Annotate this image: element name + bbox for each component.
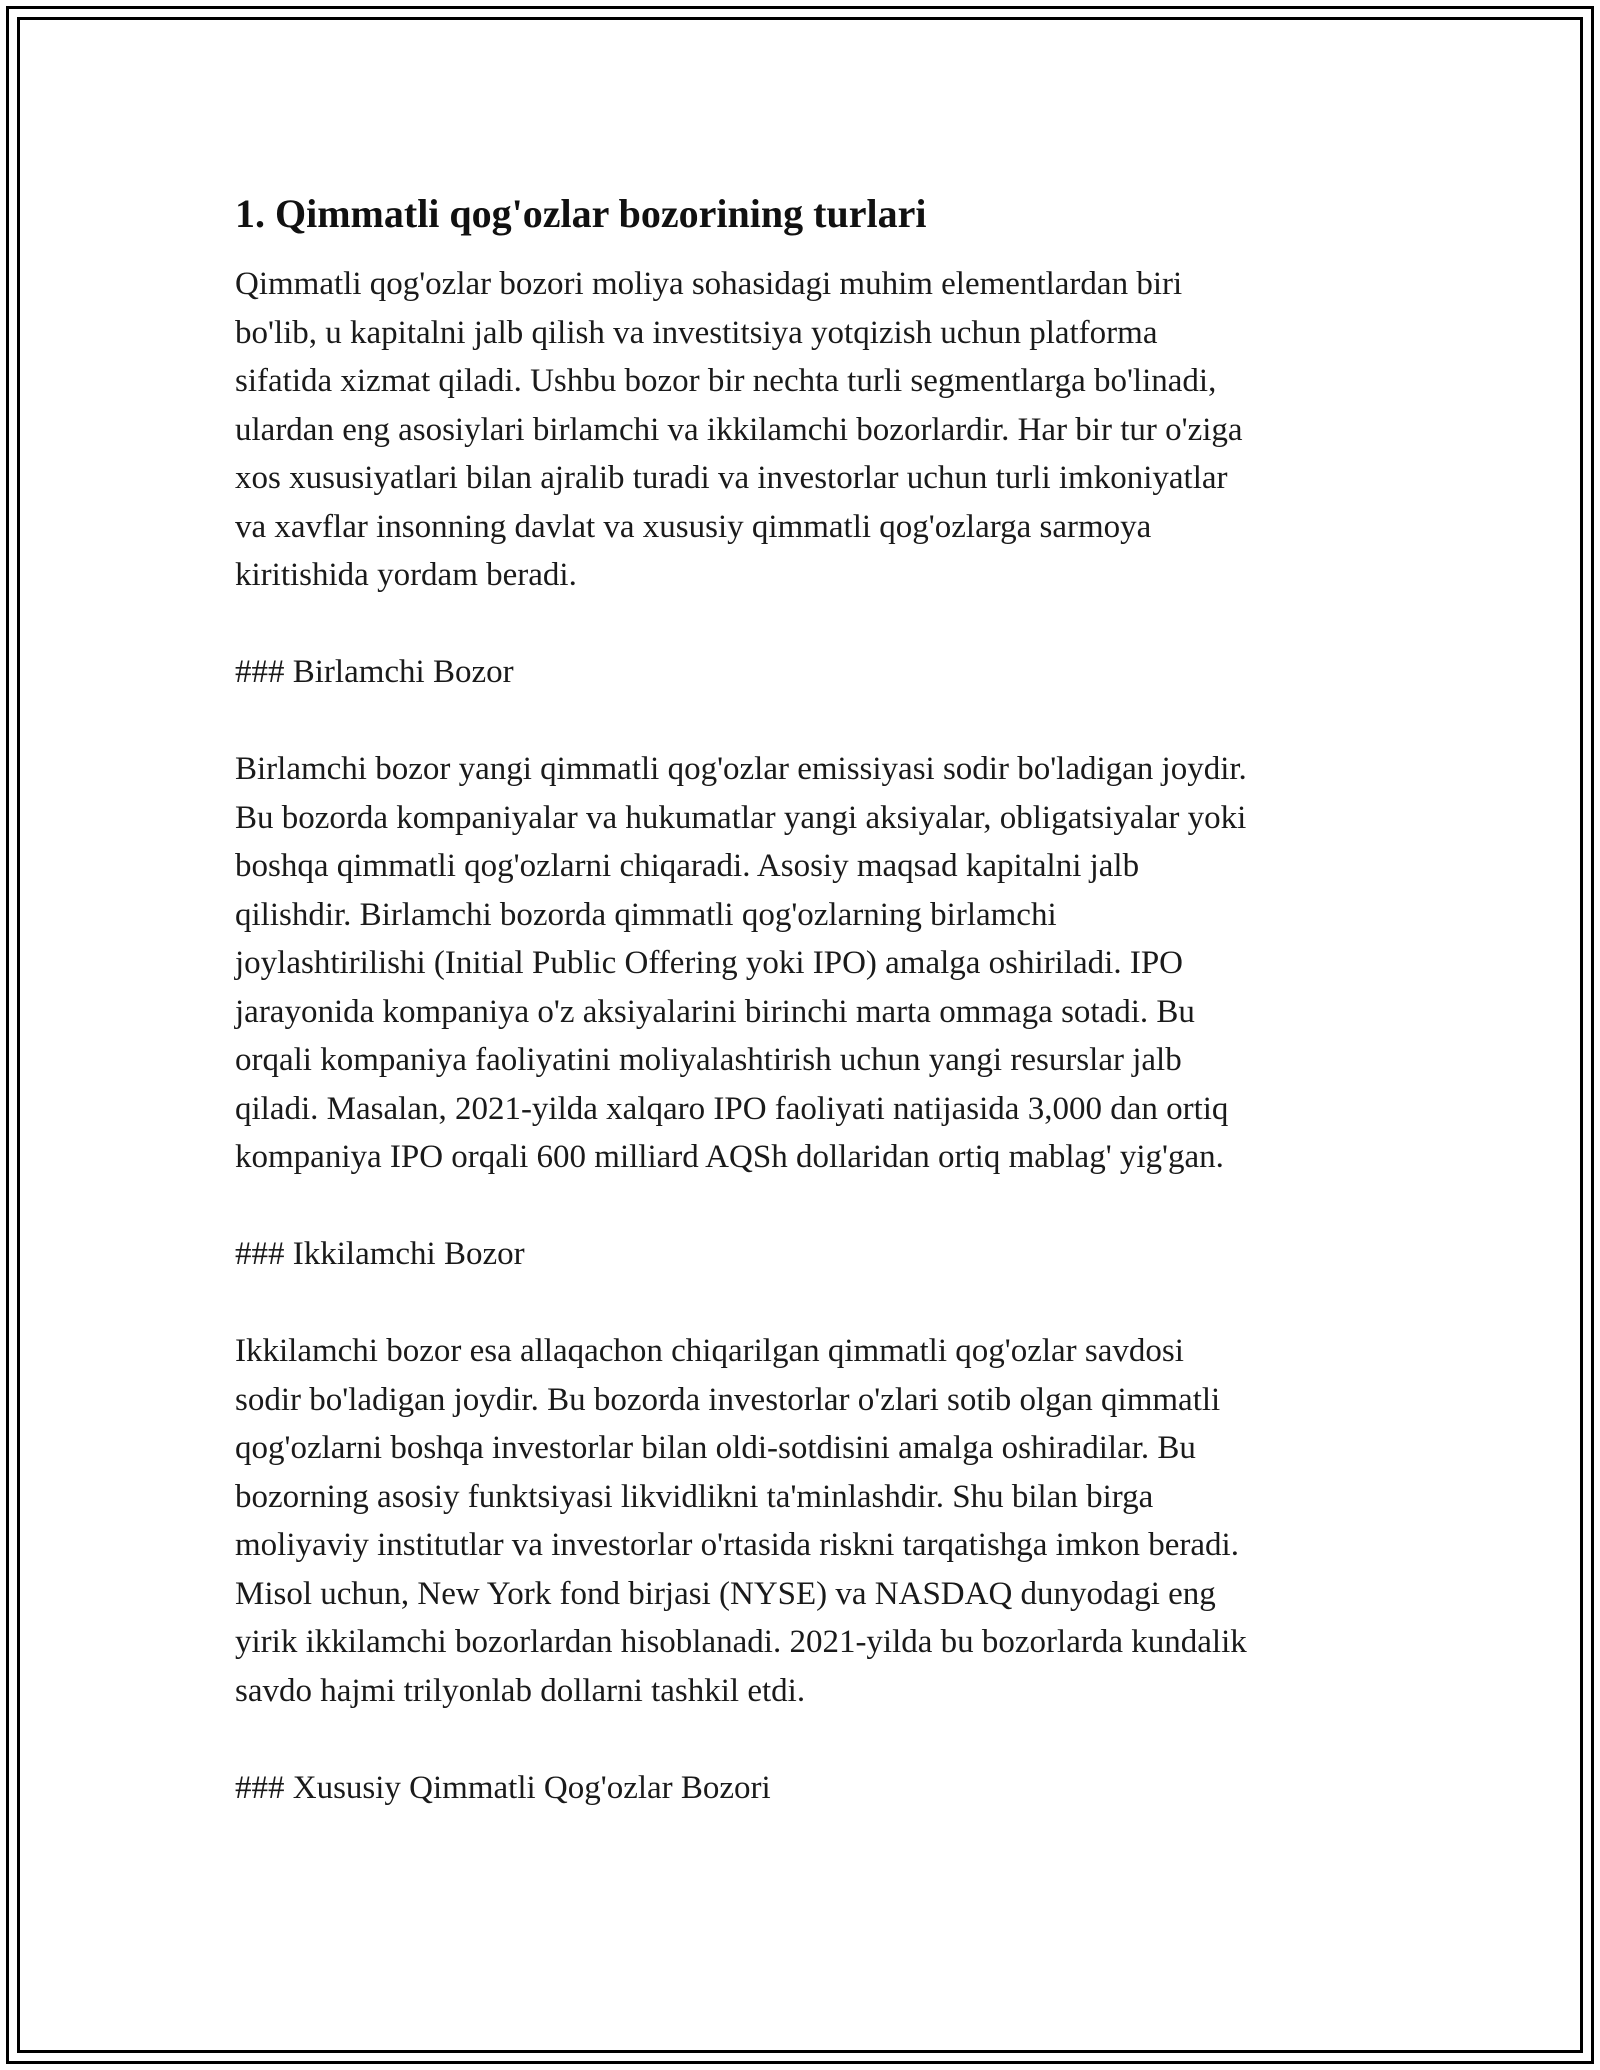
spacer xyxy=(235,697,1375,746)
document-body xyxy=(235,186,1375,1812)
section-body-birlamchi: Birlamchi bozor yangi qimmatli qog'ozlar emissiyasi sodir bo'ladigan joydir. Bu bozorda kompaniyalar va hukumatlar yangi aksiyalar, obligatsiyalar yoki boshqa qimmatli qog'ozlarni chiqaradi. Asosiy maqsad kapitalni jalb qilishdir. Birlamchi bozorda qimmatli qog'ozlarning birlamchi joylashtirilishi (Initial Public Offering yoki IPO) amalga oshiriladi. IPO jarayonida kompaniya o'z aksiyalarini birinchi marta ommaga sotadi. Bu orqali kompaniya faoliyatini moliyalashtirish uchun yangi resurslar jalb qiladi. Masalan, 2021-yilda xalqaro IPO faoliyati natijasida 3,000 dan ortiq kompaniya IPO orqali 600 milliard AQSh dollaridan ortiq mablag' yig'gan. xyxy=(235,751,1247,1175)
spacer xyxy=(235,600,1375,649)
document-title: 1. Qimmatli qog'ozlar bozorining turlari xyxy=(235,191,927,236)
intro-paragraph: Qimmatli qog'ozlar bozori moliya sohasidagi muhim elementlardan biri bo'lib, u kapitalni jalb qilish va investitsiya yotqizish uchun platforma sifatida xizmat qiladi. Ushbu bozor bir nechta turli segmentlarga bo'linadi, ulardan eng asosiylari birlamchi va ikkilamchi bozorlardir. Har bir tur o'ziga xos xususiyatlari bilan ajralib turadi va investorlar uchun turli imkoniyatlar va xavflar insonning davlat va xususiy qimmatli qog'ozlarga sarmoya kiritishida yordam beradi. xyxy=(235,266,1243,593)
spacer xyxy=(235,1279,1375,1328)
spacer xyxy=(235,1715,1375,1764)
section-body-ikkilamchi: Ikkilamchi bozor esa allaqachon chiqarilgan qimmatli qog'ozlar savdosi sodir bo'ladigan joydir. Bu bozorda investorlar o'zlari sotib olgan qimmatli qog'ozlarni boshqa investorlar bilan oldi-sotdisini amalga oshiradilar. Bu bozorning asosiy funktsiyasi likvidlikni ta'minlashdir. Shu bilan birga moliyaviy institutlar va investorlar o'rtasida riskni tarqatishga imkon beradi. Misol uchun, New York fond birjasi (NYSE) va NASDAQ dunyodagi eng yirik ikkilamchi bozorlardan hisoblanadi. 2021-yilda bu bozorlarda kundalik savdo hajmi trilyonlab dollarni tashkil etdi. xyxy=(235,1333,1247,1709)
spacer xyxy=(235,1182,1375,1231)
section-heading-xususiy: ### Xususiy Qimmatli Qog'ozlar Bozori xyxy=(235,1769,771,1806)
section-heading-birlamchi: ### Birlamchi Bozor xyxy=(235,654,514,690)
section-heading-ikkilamchi: ### Ikkilamchi Bozor xyxy=(235,1236,525,1272)
